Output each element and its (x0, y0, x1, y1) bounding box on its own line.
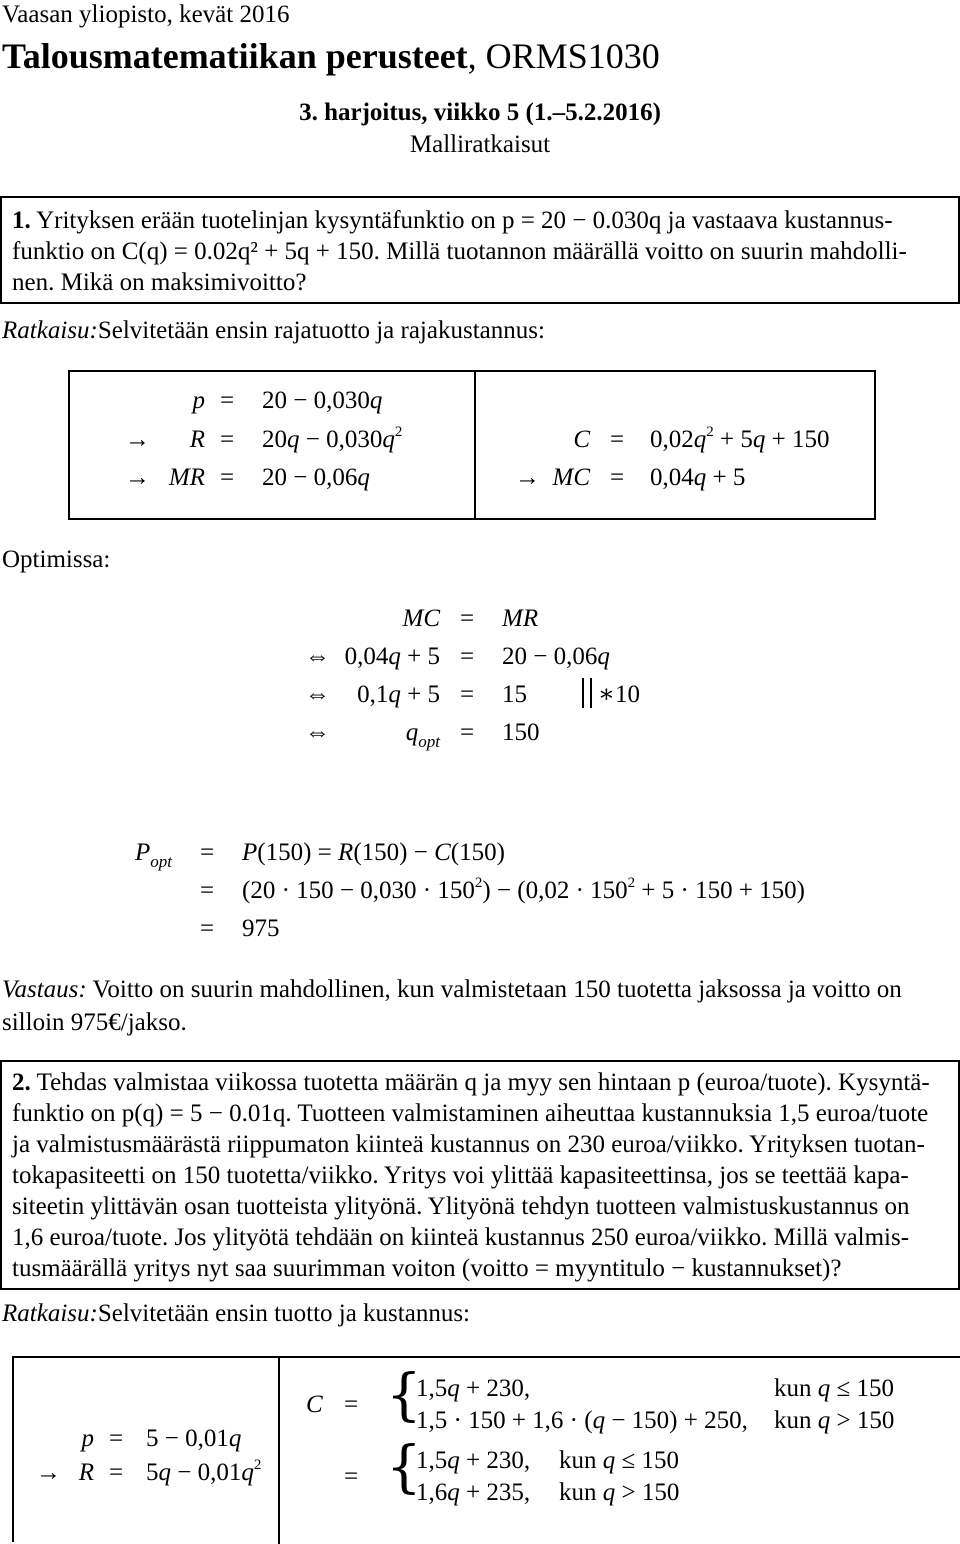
problem-2-line-3: ja valmistusmäärästä riippumaton kiinteä kustannus on 230 euroa/viikko. Yrityksen tuotan- (12, 1131, 925, 1158)
university-line: Vaasan yliopisto, kevät 2016 (2, 1, 290, 28)
course-title: Talousmatematiikan perusteet (2, 36, 468, 76)
eq-sign: = (220, 464, 235, 491)
eq-lhs: p (192, 387, 205, 414)
eq-sign: = (109, 1459, 124, 1486)
eq-sign: = (220, 426, 235, 453)
problem-2-line-4: tokapasiteetti on 150 tuotetta/viikko. Yritys voi ylittää kapasiteettinsa, jos se teettää kapa- (12, 1162, 909, 1189)
arrow: → (125, 464, 150, 491)
eq-sign: = (344, 1391, 359, 1418)
eq-lhs: C (573, 426, 590, 453)
eq-rhs: 0,04q + 5 (650, 464, 746, 491)
eq-lhs: MC (402, 605, 440, 632)
eq-sign: = (460, 719, 475, 746)
cost-case-2a-expr: 1,5q + 230, (416, 1447, 531, 1474)
profit-rhs-3: 975 (242, 915, 280, 942)
cost-case-1b-cond: kun q > 150 (774, 1407, 895, 1434)
answer-label: Vastaus: (2, 976, 87, 1003)
eq-lhs: 0,1q + 5 (357, 681, 440, 708)
arrow: → (515, 464, 540, 491)
eq-rhs: MR (502, 605, 539, 632)
box-divider (474, 372, 476, 518)
profit-rhs-1: P(150) = R(150) − C(150) (242, 839, 505, 866)
eq-sign: = (460, 681, 475, 708)
box-divider (278, 1358, 280, 1544)
eq-sign: = (460, 605, 475, 632)
course-code: , ORMS1030 (467, 36, 660, 76)
problem-1-line-3: nen. Mikä on maksimivoitto? (12, 269, 307, 296)
problem-2-line-2: funktio on p(q) = 5 − 0.01q. Tuotteen valmistaminen aiheuttaa kustannuksia 1,5 euroa/tuote (12, 1100, 929, 1127)
eq-sign: = (460, 643, 475, 670)
problem-1-line-1: 1. Yrityksen erään tuotelinjan kysyntäfunktio on p = 20 − 0.030q ja vastaava kustannus- (12, 207, 893, 234)
revenue-cost-box (12, 1356, 960, 1542)
answer-line-1: Vastaus: Voitto on suurin mahdollinen, kun valmistetaan 150 tuotetta jaksossa ja voitto on (2, 976, 902, 1003)
eq-sign: = (200, 839, 215, 866)
annotation-bar (582, 678, 584, 708)
eq-rhs: $20q - 0,030q^2$ (262, 424, 403, 453)
arrow: → (125, 426, 150, 453)
page-subtitle: Malliratkaisut (409, 131, 551, 158)
problem-2-line-6: 1,6 euroa/tuote. Jos ylityötä tehdään on kiinteä kustannus 250 euroa/viikko. Millä valmis- (12, 1224, 910, 1251)
solution-1-intro: Ratkaisu:Selvitetään ensin rajatuotto ja rajakustannus: (2, 317, 545, 344)
solution-label: Ratkaisu: (2, 317, 98, 344)
marginal-box (68, 370, 876, 520)
answer-line-2: silloin 975€/jakso. (2, 1009, 187, 1036)
eq-rhs: 20 − 0,06q (502, 643, 610, 670)
eq-sign: = (200, 877, 215, 904)
cost-case-2a-cond: kun q ≤ 150 (559, 1447, 679, 1474)
eq-lhs: MC (552, 464, 590, 491)
eq-lhs: p (81, 1425, 94, 1452)
eq-rhs: 150 (502, 719, 540, 746)
problem-2-box (0, 1060, 960, 1290)
eq-sign: = (220, 387, 235, 414)
problem-2-line-7: tusmäärällä yritys nyt saa suurimman voiton (voitto = myyntitulo − kustannukset)? (12, 1255, 842, 1282)
exercise-heading: 3. harjoitus, viikko 5 (1.–5.2.2016) (299, 99, 661, 126)
cost-case-1a-cond: kun q ≤ 150 (774, 1375, 894, 1402)
eq-sign: = (344, 1463, 359, 1490)
problem-1-box (0, 196, 960, 304)
eq-lhs: 0,04q + 5 (344, 643, 440, 670)
eq-rhs: $5q - 0,01q^2$ (146, 1457, 262, 1486)
eq-rhs: 5 − 0,01q (146, 1425, 242, 1452)
left-brace: { (386, 1363, 422, 1428)
problem-2-line-5: siteetin ylittävän osan tuotteista ylityönä. Ylityönä tehdyn tuotteen valmistuskustannus on (12, 1193, 910, 1220)
eq-lhs: $q_{opt}$ (405, 719, 440, 751)
course-title-line (2, 38, 660, 74)
eq-lhs: R (78, 1459, 94, 1486)
cost-case-1b-expr: 1,5 · 150 + 1,6 · (q − 150) + 250, (416, 1407, 748, 1434)
left-brace: { (386, 1435, 422, 1500)
eq-sign: = (610, 426, 625, 453)
arrow: ⇔ (305, 681, 330, 708)
annotation-bar (590, 678, 592, 708)
eq-rhs: $0,02q^2 + 5q + 150$ (650, 424, 830, 453)
eq-sign: = (200, 915, 215, 942)
cost-case-2b-cond: kun q > 150 (559, 1479, 680, 1506)
problem-2-line-1: 2. Tehdas valmistaa viikossa tuotetta määrän q ja myy sen hintaan p (euroa/tuote). Kysyntä- (12, 1069, 930, 1096)
multiply-note: ∗10 (598, 681, 640, 708)
optimum-label: Optimissa: (2, 546, 111, 573)
arrow: ⇔ (305, 643, 330, 670)
cost-case-1a-expr: 1,5q + 230, (416, 1375, 531, 1402)
eq-rhs: 20 − 0,030q (262, 387, 383, 414)
problem-1-line-2: funktio on C(q) = 0.02q² + 5q + 150. Millä tuotannon määrällä voitto on suurin mahdolli- (12, 238, 907, 265)
profit-lhs: $P_{opt}$ (135, 839, 173, 871)
eq-sign: = (610, 464, 625, 491)
eq-rhs: 15 (502, 681, 527, 708)
eq-lhs: MR (168, 464, 205, 491)
arrow: → (36, 1459, 61, 1486)
eq-sign: = (109, 1425, 124, 1452)
solution-label: Ratkaisu: (2, 1300, 98, 1327)
eq-rhs: 20 − 0,06q (262, 464, 370, 491)
eq-lhs: R (189, 426, 205, 453)
profit-rhs-2: $(20 \cdot 150 - 0,030 \cdot 150^2) - (0,02 \cdot 150^2 + 5 \cdot 150 + 150)$ (242, 875, 806, 904)
cost-case-2b-expr: 1,6q + 235, (416, 1479, 531, 1506)
solution-2-intro: Ratkaisu:Selvitetään ensin tuotto ja kustannus: (2, 1300, 470, 1327)
arrow: ⇔ (305, 719, 330, 746)
cost-lhs: C (306, 1391, 323, 1418)
